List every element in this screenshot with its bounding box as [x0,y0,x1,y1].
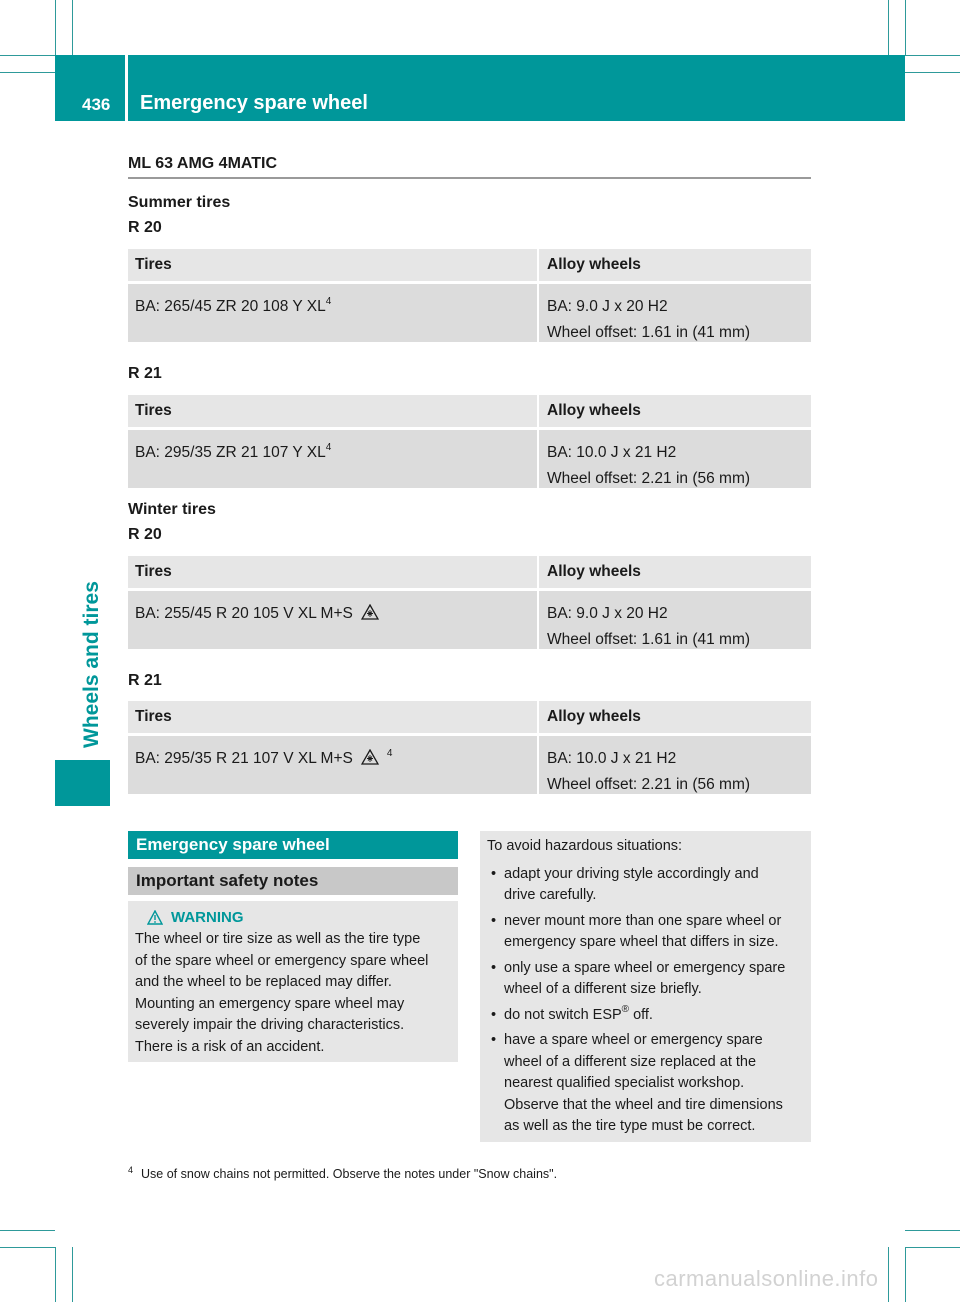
column-header-tires: Tires [128,395,537,427]
table-row [128,430,811,488]
footnote-number: 4 [128,1165,134,1175]
footnote-ref: 4 [386,748,393,759]
advice-list [487,864,805,1138]
page-number: 436 [82,95,111,114]
wheel-offset: Wheel offset: 1.61 in (41 mm) [547,631,751,648]
tire-size: BA: 265/45 ZR 20 108 Y XL [135,298,326,315]
winter-r21-label: R 21 [128,672,162,689]
crop-mark [905,72,960,73]
crop-mark [55,1247,56,1302]
crop-mark [888,0,889,55]
side-tab-block [55,760,110,806]
wheel-offset: Wheel offset: 1.61 in (41 mm) [547,324,751,341]
crop-mark [55,0,56,55]
list-item: • only use a spare wheel or emergency spare wheel of a different size briefly. [491,959,786,997]
warning-text [135,929,450,1058]
winter-r20-table [128,556,811,649]
warning-triangle-icon [147,910,163,925]
footnote-ref: 4 [325,442,332,453]
wheel-spec [539,736,811,794]
page-title: Emergency spare wheel [140,92,368,114]
tire-size: BA: 295/35 ZR 21 107 Y XL [135,444,326,461]
wheel-size: BA: 10.0 J x 21 H2 [547,750,677,767]
crop-mark [0,72,55,73]
crop-mark [905,55,960,56]
column-header-tires: Tires [128,701,537,733]
summer-r21-label: R 21 [128,365,162,382]
column-header-alloy-wheels: Alloy wheels [539,556,811,588]
list-item: • adapt your driving style accordingly and drive carefully. [491,865,759,903]
table-header-row [128,701,811,733]
warning-line: There is a risk of an accident. [135,1038,325,1055]
summer-r21-table [128,395,811,488]
advice-intro: To avoid hazardous situations: [487,838,683,854]
wheel-spec [539,430,811,488]
warning-line: The wheel or tire size as well as the tire type [135,931,421,947]
crop-mark [0,55,55,56]
tire-spec [128,591,537,649]
wheel-size: BA: 10.0 J x 21 H2 [547,444,677,461]
footnote-ref: 4 [325,296,332,307]
column-header-alloy-wheels: Alloy wheels [539,395,811,427]
wheel-spec [539,284,811,342]
warning-line: Mounting an emergency spare wheel may [135,995,405,1012]
tire-spec [128,736,537,794]
heading-rule [128,177,811,179]
warning-title [135,907,450,929]
wheel-size: BA: 9.0 J x 20 H2 [547,298,668,315]
crop-mark [888,1247,889,1302]
warning-label: WARNING [171,909,244,926]
snowflake-mountain-icon [361,604,379,620]
table-header-row [128,395,811,427]
watermark: carmanualsonline.info [654,1266,879,1291]
crop-mark [905,0,906,55]
snowflake-mountain-icon [361,749,379,765]
crop-mark [905,1247,960,1248]
subsection-heading: Important safety notes [128,867,458,895]
tire-spec [128,430,537,488]
tire-size: BA: 295/35 R 21 107 V XL M+S [135,750,353,767]
winter-r20-label: R 20 [128,526,162,543]
table-header-row [128,556,811,588]
footnote [128,1167,557,1181]
table-row [128,736,811,794]
crop-mark [905,1230,960,1231]
crop-mark [905,1247,906,1302]
column-header-tires: Tires [128,249,537,281]
list-item: • do not switch ESP® off. [491,1003,653,1023]
wheel-offset: Wheel offset: 2.21 in (56 mm) [547,470,751,487]
list-item: • have a spare wheel or emergency spare wheel of a different size replaced at the nearest qualified specialist workshop. Observe that the wheel and tire dimensions as well as the tire type must be correct. [491,1032,783,1134]
crop-mark [72,0,73,55]
summer-tires-label: Summer tires [128,194,231,211]
advice-box [480,831,811,1142]
winter-tires-label: Winter tires [128,501,216,518]
warning-line: of the spare wheel or emergency spare wheel [135,952,429,969]
crop-mark [72,1247,73,1302]
column-header-tires: Tires [128,556,537,588]
crop-mark [0,1247,55,1248]
model-title: ML 63 AMG 4MATIC [128,155,278,172]
table-header-row [128,249,811,281]
summer-r20-table [128,249,811,342]
warning-line: and the wheel to be replaced may differ. [135,974,392,990]
section-heading: Emergency spare wheel [128,831,458,859]
warning-box [128,901,458,1062]
wheel-offset: Wheel offset: 2.21 in (56 mm) [547,776,751,793]
warning-line: severely impair the driving characteristics. [135,1017,405,1033]
winter-r21-table [128,701,811,794]
crop-mark [0,1230,55,1231]
column-header-alloy-wheels: Alloy wheels [539,701,811,733]
header-divider [125,55,128,121]
wheel-spec [539,591,811,649]
table-row [128,284,811,342]
tire-spec [128,284,537,342]
footnote-text: Use of snow chains not permitted. Observe the notes under "Snow chains". [141,1167,558,1181]
list-item: • never mount more than one spare wheel or emergency spare wheel that differs in size. [491,912,782,950]
wheel-size: BA: 9.0 J x 20 H2 [547,605,668,622]
table-row [128,591,811,649]
column-header-alloy-wheels: Alloy wheels [539,249,811,281]
tire-size: BA: 255/45 R 20 105 V XL M+S [135,605,353,622]
summer-r20-label: R 20 [128,219,162,236]
side-tab-label: Wheels and tires [80,581,103,748]
